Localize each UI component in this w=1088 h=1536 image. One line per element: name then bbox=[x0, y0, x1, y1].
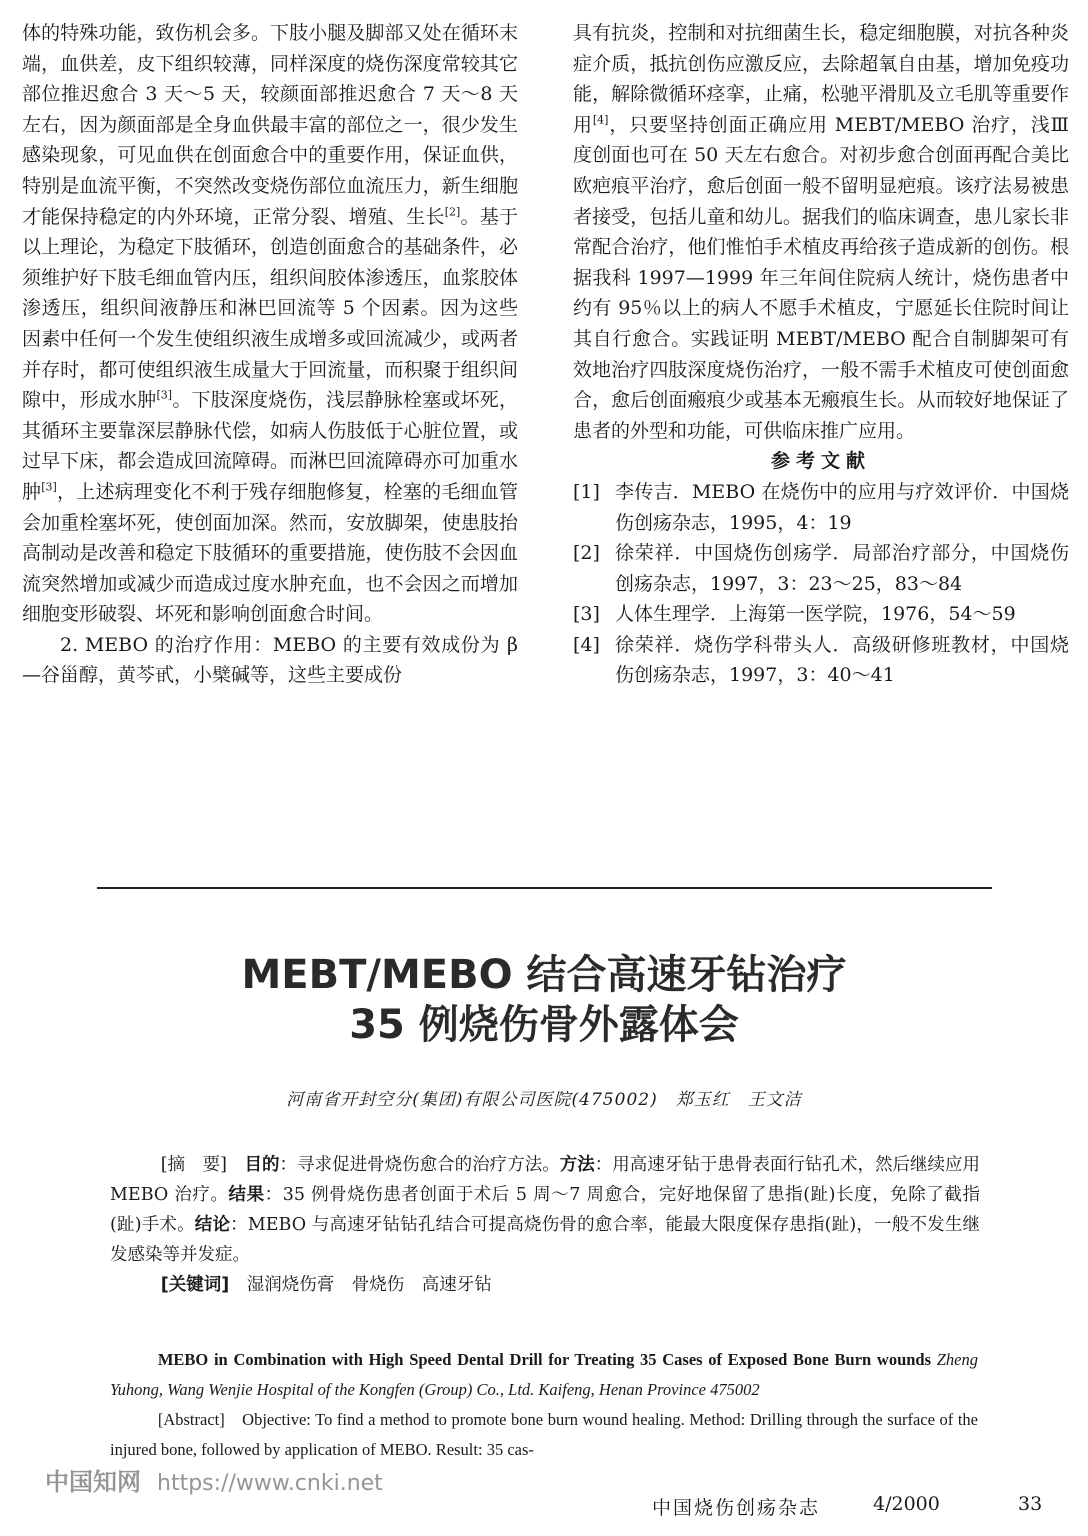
body-paragraph: 体的特殊功能，致伤机会多。下肢小腿及脚部又处在循环末端，血供差，皮下组织较薄，同样深度的烧伤深度常较其它部位推迟愈合 3 天～5 天，较颜面部推迟愈合 7 天～8 天左右，因为颜面部是全身血供最丰富的部位之一，很少发生感染现象，可见血供在创面愈合中的重要作用，保证血供，特别是血流平衡，不突然改变烧伤部位血流压力，新生细胞才能保持稳定的内外环境，正常分裂、增殖、生长[2]。基于以上理论，为稳定下肢循环，创造创面愈合的基础条件，必须维护好下肢毛细血管内压，组织间胶体渗透压，血浆胶体渗透压，组织间液静压和淋巴回流等 5 个因素。因为这些因素中任何一个发生使组织液生成增多或回流减少，或两者并存时，都可使组织液生成量大于回流量，而积聚于组织间隙中，形成水肿[3]。下肢深度烧伤，浅层静脉栓塞或坏死，其循环主要靠深层静脉代偿，如病人伤肢低于心脏位置，或过早下床，都会造成回流障碍。而淋巴回流障碍亦可加重水肿[3]，上述病理变化不利于残存细胞修复，栓塞的毛细血管会加重栓塞坏死，使创面加深。然而，安放脚架，使患肢抬高制动是改善和稳定下肢循环的重要措施，使伤肢不会因血流突然增加或减少而造成过度水肿充血，也不会因之而增加细胞变形破裂、坏死和影响创面愈合时间。 bbox=[22, 22, 518, 626]
article-title bbox=[0, 950, 1088, 1050]
citation: [3] bbox=[156, 388, 173, 402]
english-title: MEBO in Combination with High Speed Dental Drill for Treating 35 Cases of Exposed Bone Burn wounds bbox=[157, 1350, 932, 1369]
english-authors: Zheng Yuhong, Wang Wenjie Hospital of the Kongfen (Group) Co., Ltd. Kaifeng, Henan Province 475002 bbox=[110, 1350, 978, 1399]
section-divider bbox=[97, 887, 992, 889]
citation: [2] bbox=[444, 205, 461, 219]
footer-issue: 4/2000 bbox=[873, 1493, 940, 1515]
reference-item: [2] 徐荣祥．中国烧伤创疡学．局部治疗部分，中国烧伤创疡杂志，1997，3：23～25，83～84 bbox=[573, 542, 1069, 595]
reference-item: [3] 人体生理学．上海第一医学院，1976，54～59 bbox=[573, 603, 1016, 626]
method-label: 方法 bbox=[559, 1155, 595, 1175]
citation: [3] bbox=[41, 480, 57, 494]
affiliation: 河南省开封空分(集团)有限公司医院(475002) 郑玉红 王文洁 bbox=[286, 1090, 802, 1110]
keywords-label: [关键词] bbox=[160, 1275, 230, 1295]
chinese-abstract: [摘 要] 目的：寻求促进骨烧伤愈合的治疗方法。方法：用高速牙钻于患骨表面行钻孔术，然后继续应用 MEBO 治疗。结果：35 例骨烧伤患者创面于术后 5 周～7 周愈合，完好地保留了患指(趾)长度，免除了截指(趾)手术。结论：MEBO 与高速牙钻钻孔结合可提高烧伤骨的愈合率，能最大限度保存患指(趾)，一般不发生继发感染等并发症。 [关键词] 湿润烧伤膏 骨烧伤 高速牙钻 bbox=[110, 1155, 981, 1295]
objective-label: 目的 bbox=[244, 1155, 280, 1175]
page-number: 33 bbox=[1018, 1493, 1043, 1515]
right-column bbox=[573, 18, 1069, 691]
english-abstract-label: [Abstract] bbox=[157, 1410, 225, 1429]
citation: [4] bbox=[592, 113, 609, 127]
title-line-2: 35 例烧伤骨外露体会 bbox=[349, 1002, 739, 1048]
english-abstract: MEBO in Combination with High Speed Dental Drill for Treating 35 Cases of Exposed Bone Burn wounds Zheng Yuhong, Wang Wenjie Hospital of the Kongfen (Group) Co., Ltd. Kaifeng, Henan Province 475002 [Abstract] Objective: To find a method to promote bone burn wound healing. Method: Drilling through the surface of the injured bone, followed by application of MEBO. Result: 35 cas- bbox=[110, 1350, 979, 1459]
result-label: 结果 bbox=[228, 1185, 265, 1205]
body-paragraph: 具有抗炎，控制和对抗细菌生长，稳定细胞膜，对抗各种炎症介质，抵抗创伤应激反应，去除超氧自由基，增加免疫功能，解除微循环痉挛，止痛，松驰平滑肌及立毛肌等重要作用[4]，只要坚持创面正确应用 MEBT/MEBO 治疗，浅Ⅲ度创面也可在 50 天左右愈合。对初步愈合创面再配合美比欧疤痕平治疗，愈后创面一般不留明显疤痕。该疗法易被患者接受，包括儿童和幼儿。据我们的临床调查，患儿家长非常配合治疗，他们惟怕手术植皮再给孩子造成新的创伤。根据我科 1997—1999 年三年间住院病人统计，烧伤患者中约有 95％以上的病人不愿手术植皮，宁愿延长住院时间让其自行愈合。实践证明 MEBT/MEBO 配合自制脚架可有效地治疗四肢深度烧伤治疗，一般不需手术植皮可使创面愈合，愈后创面瘢痕少或基本无瘢痕生长。从而较好地保证了患者的外型和功能，可供临床推广应用。 bbox=[573, 22, 1069, 442]
title-line-1: MEBT/MEBO 结合高速牙钻治疗 bbox=[241, 952, 847, 998]
abstract-label: [摘 要] bbox=[160, 1155, 227, 1175]
footer-journal: 中国烧伤创疡杂志 bbox=[652, 1497, 821, 1519]
keywords: 湿润烧伤膏 骨烧伤 高速牙钻 bbox=[246, 1275, 492, 1295]
reference-item: [1] 李传吉．MEBO 在烧伤中的应用与疗效评价．中国烧伤创疡杂志，1995，4：19 bbox=[573, 480, 1069, 534]
body-paragraph: 2. MEBO 的治疗作用：MEBO 的主要有效成份为 β—谷甾醇，黄芩甙，小檗碱等，这些主要成份 bbox=[22, 633, 518, 687]
left-column bbox=[22, 18, 518, 691]
reference-item: [4] 徐荣祥．烧伤学科带头人．高级研修班教材，中国烧伤创疡杂志，1997，3：40～41 bbox=[573, 633, 1069, 687]
conclusion-label: 结论 bbox=[194, 1215, 231, 1235]
cnki-watermark: 中国知网 https://www.cnki.net bbox=[45, 1468, 383, 1496]
references-title: 参考文献 bbox=[770, 450, 871, 473]
